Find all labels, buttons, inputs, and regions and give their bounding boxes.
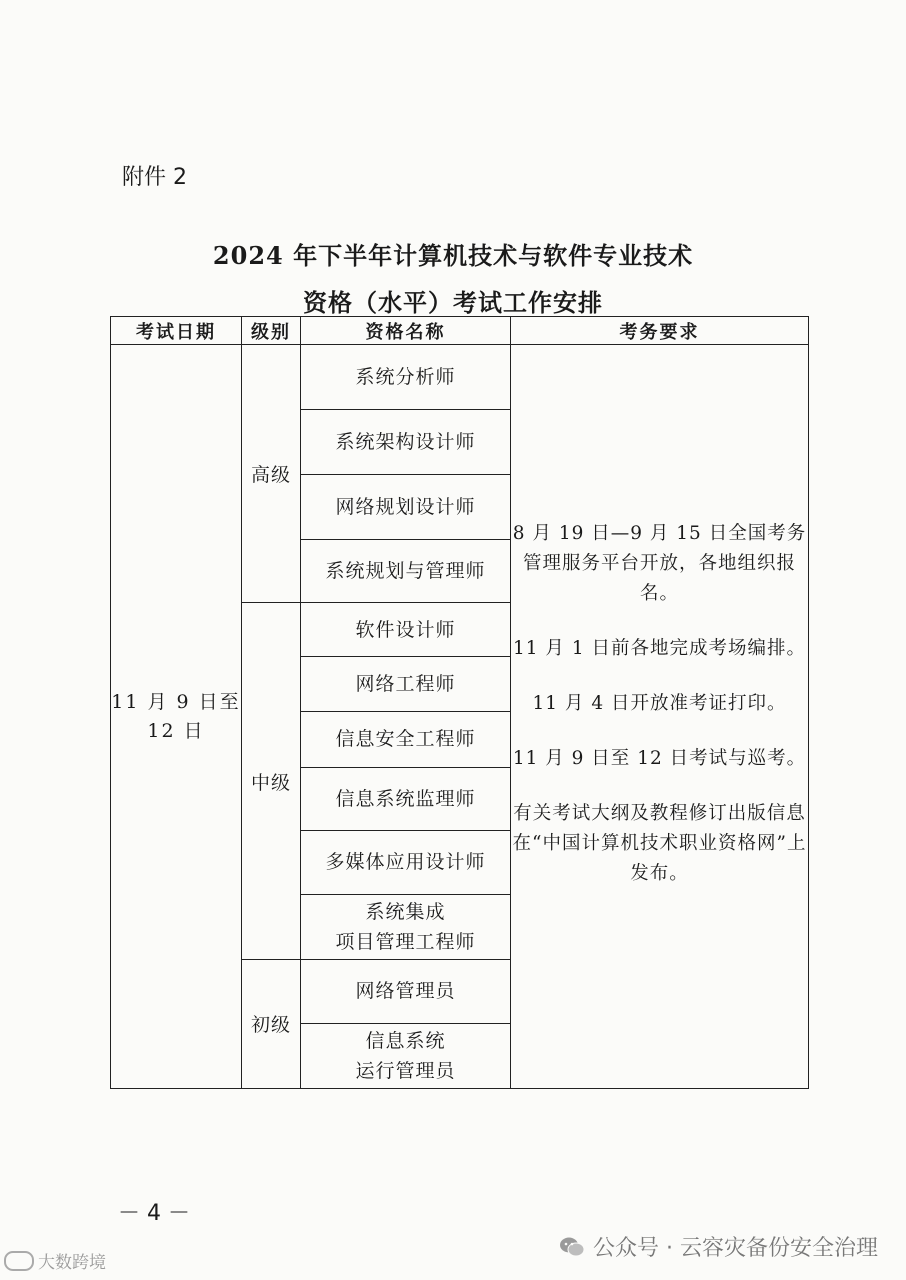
- document-title-line1: 2024 年下半年计算机技术与软件专业技术: [212, 241, 694, 270]
- wechat-icon: [559, 1236, 585, 1258]
- qualification-cell: 网络规划设计师: [301, 475, 511, 540]
- level-senior: 高级: [242, 345, 301, 603]
- requirement-syllabus-info: 有关考试大纲及教程修订出版信息在“中国计算机技术职业资格网”上发布。: [512, 803, 807, 884]
- qualification-cell: 信息安全工程师: [301, 712, 511, 767]
- qualification-line: 运行管理员: [355, 1059, 456, 1082]
- header-qualification: 资格名称: [301, 317, 511, 345]
- page-number: － 4 －: [118, 1201, 190, 1226]
- document-title-line2: 资格（水平）考试工作安排: [303, 288, 603, 317]
- watermark-text: 公众号 · 云容灾备份安全治理: [593, 1236, 878, 1261]
- header-exam-date: 考试日期: [111, 317, 242, 345]
- requirement-admission-ticket: 11 月 4 日开放准考证打印。: [532, 693, 787, 714]
- corner-logo: [4, 1248, 106, 1273]
- qualification-cell: 系统规划与管理师: [301, 540, 511, 603]
- requirement-registration: 8 月 19 日—9 月 15 日全国考务管理服务平台开放，各地组织报名。: [512, 523, 807, 604]
- corner-logo-text: 大数跨境: [38, 1253, 106, 1273]
- level-junior: 初级: [242, 959, 301, 1088]
- table-row: [111, 345, 809, 410]
- logo-mark-icon: [4, 1251, 34, 1271]
- requirements-cell: [511, 345, 809, 1089]
- qualification-cell: 系统分析师: [301, 345, 511, 410]
- watermark: [559, 1231, 878, 1262]
- qualification-cell: 多媒体应用设计师: [301, 830, 511, 894]
- exam-date-cell: [111, 345, 242, 1089]
- qualification-cell: 软件设计师: [301, 603, 511, 657]
- qualification-cell: 信息系统监理师: [301, 767, 511, 830]
- qualification-cell: [301, 1023, 511, 1088]
- attachment-label: 附件 2: [122, 165, 187, 190]
- qualification-cell: 系统架构设计师: [301, 410, 511, 475]
- level-intermediate: 中级: [242, 603, 301, 959]
- table-header-row: [111, 317, 809, 345]
- qualification-cell: 网络管理员: [301, 959, 511, 1023]
- header-requirements: 考务要求: [511, 317, 809, 345]
- qualification-cell: [301, 894, 511, 959]
- exam-date-line2: 12 日: [147, 719, 205, 742]
- requirement-exam-inspection: 11 月 9 日至 12 日考试与巡考。: [512, 748, 807, 769]
- qualification-line: 信息系统: [365, 1029, 446, 1052]
- exam-schedule-table: [110, 316, 809, 1089]
- qualification-line: 系统集成: [365, 900, 446, 923]
- exam-date-line1: 11 月 9 日至: [111, 690, 241, 713]
- requirement-venue: 11 月 1 日前各地完成考场编排。: [513, 638, 806, 659]
- qualification-cell: 网络工程师: [301, 657, 511, 712]
- header-level: 级别: [242, 317, 301, 345]
- qualification-line: 项目管理工程师: [335, 930, 476, 953]
